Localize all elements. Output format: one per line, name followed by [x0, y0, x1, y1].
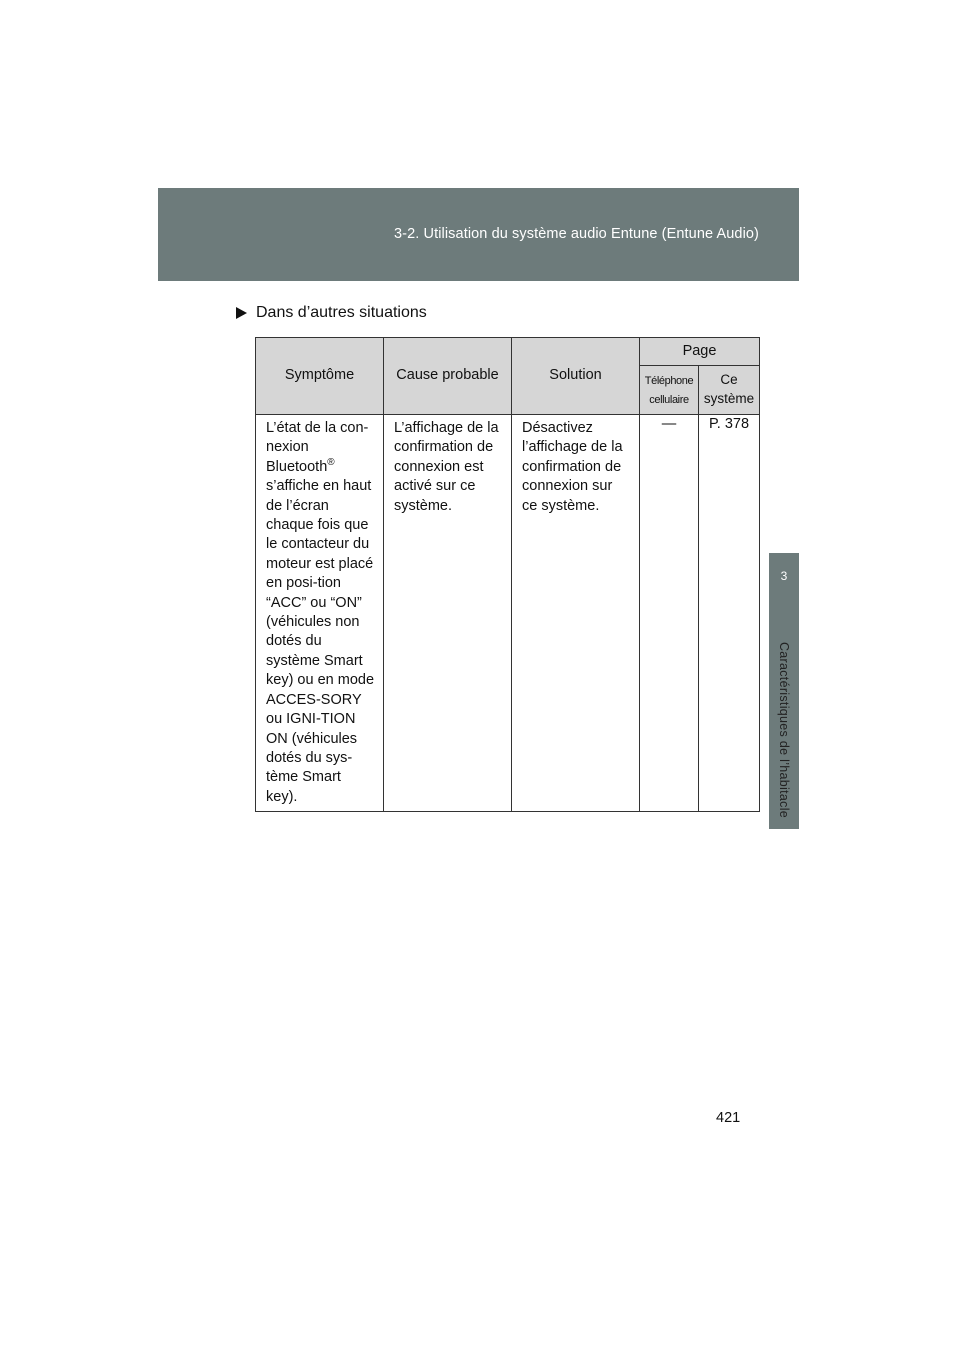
solution-text: Désactivez l’affichage de la confirmation de connexion sur ce système. — [522, 420, 623, 514]
table-row — [256, 415, 760, 812]
page-system-cell: P. 378 — [699, 415, 760, 812]
header-page-phone: Téléphone cellulaire — [640, 366, 699, 415]
table-header-row — [256, 338, 760, 366]
section-title-text: Dans d’autres situations — [256, 304, 427, 321]
symptom-text-part2: s’affiche en haut de l’écran chaque fois que le contacteur du moteur est placé en posi-tion “ACC” ou “ON” (véhicules non dotés du système Smart key) ou en mode ACCES-SORY ou IGNI-TION ON (véhicules dotés du sys-tème Smart key). — [266, 478, 375, 805]
chapter-title: Caractéristiques de l’habitacle — [777, 641, 791, 819]
registered-mark: ® — [327, 456, 335, 468]
symptom-text-part1: L’état de la con-nexion Bluetooth — [266, 420, 369, 475]
page-number: 421 — [716, 1110, 741, 1126]
header-band — [158, 188, 799, 281]
section-header: 3-2. Utilisation du système audio Entune (Entune Audio) — [394, 226, 759, 242]
header-solution: Solution — [512, 338, 640, 415]
triangle-arrow-icon — [236, 307, 247, 319]
cause-text: L’affichage de la confirmation de connexion est activé sur ce système. — [394, 420, 499, 514]
symptom-table — [255, 337, 760, 812]
symptom-cell — [256, 415, 384, 812]
header-cause: Cause probable — [384, 338, 512, 415]
cause-cell — [384, 415, 512, 812]
section-title — [236, 304, 427, 322]
header-symptom: Symptôme — [256, 338, 384, 415]
header-page-system: Ce système — [699, 366, 760, 415]
solution-cell — [512, 415, 640, 812]
chapter-number: 3 — [780, 569, 788, 583]
header-page: Page — [640, 338, 760, 366]
page-phone-cell: — — [640, 415, 699, 812]
chapter-title-vertical — [767, 632, 801, 828]
